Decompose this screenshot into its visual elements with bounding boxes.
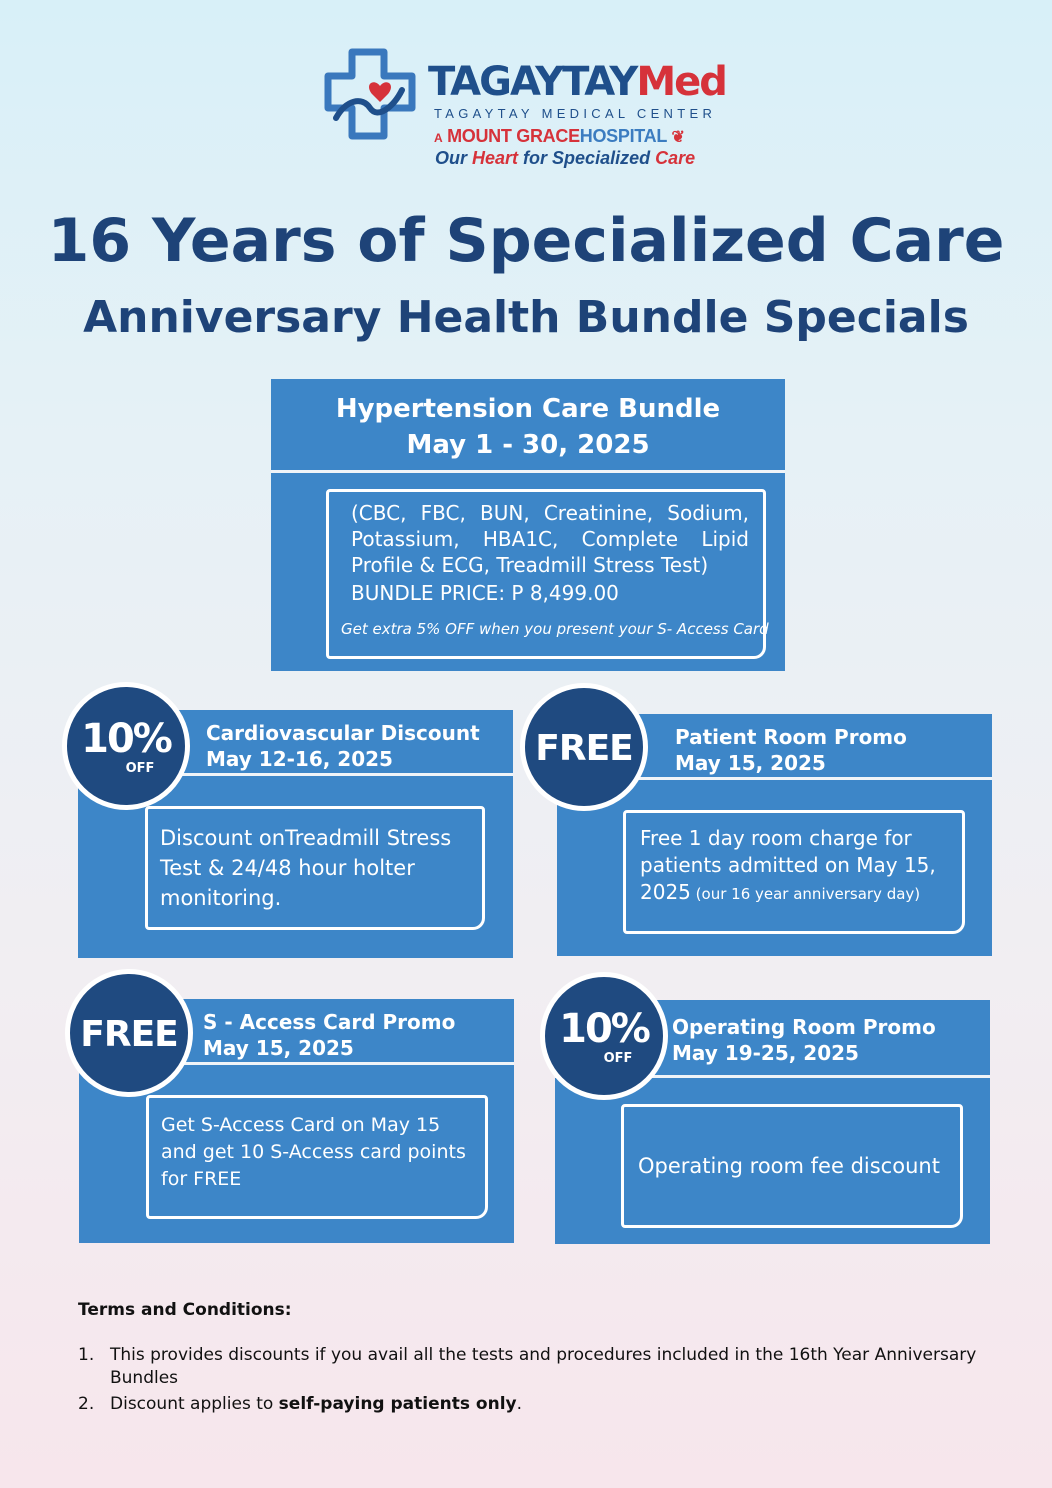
affiliation-blue: HOSPITAL: [579, 126, 667, 146]
terms-item: [78, 1393, 998, 1416]
hypertension-tests-line3: Profile & ECG, Treadmill Stress Test): [351, 553, 709, 577]
tagline-pre: Our: [435, 148, 473, 168]
medical-cross-heart-icon: [322, 46, 418, 142]
discount-badge: [540, 972, 668, 1100]
tagline: [435, 148, 695, 169]
terms-list: [78, 1344, 998, 1416]
terms-section: [78, 1300, 998, 1419]
badge-value: 10%: [559, 1006, 649, 1052]
promo-details: [623, 810, 965, 934]
promo-dates: May 15, 2025: [675, 751, 826, 775]
promo-name: Cardiovascular Discount: [206, 721, 480, 745]
hypertension-bundle-panel: [271, 379, 785, 671]
page-subtitle: Anniversary Health Bundle Specials: [83, 292, 969, 343]
page-title: 16 Years of Specialized Care: [47, 206, 1005, 276]
hypertension-dates: May 1 - 30, 2025: [406, 430, 650, 460]
promo-name: Patient Room Promo: [675, 725, 907, 749]
hospital-logo: [322, 44, 732, 176]
hypertension-tests-line1: (CBC, FBC, BUN, Creatinine, Sodium,: [351, 501, 749, 525]
promo-body: Free 1 day room charge for patients admitted on May 15, 2025: [640, 826, 936, 904]
brand-main: TAGAYTAY: [428, 59, 637, 105]
tagline-care: Care: [655, 148, 696, 168]
brand-name: [428, 59, 726, 105]
free-badge: [520, 683, 648, 811]
badge-off: OFF: [125, 761, 155, 776]
promo-details: Discount onTreadmill Stress Test & 24/48 hour holter monitoring.: [145, 806, 485, 930]
terms-item-text-bold: self-paying patients only: [278, 1394, 517, 1414]
promo-dates: May 15, 2025: [203, 1036, 354, 1060]
terms-item-number: 1.: [78, 1345, 95, 1365]
hypertension-name: Hypertension Care Bundle: [335, 394, 721, 424]
affiliation-red: MOUNT GRACE: [447, 126, 580, 146]
hypertension-tests-line2: Potassium, HBA1C, Complete Lipid: [351, 527, 749, 551]
affiliation-prefix: A: [434, 131, 443, 145]
hypertension-details: [326, 489, 769, 659]
tagline-heart: Heart: [472, 148, 519, 168]
promo-body-note: (our 16 year anniversary day): [690, 885, 921, 903]
maple-leaf-icon: ❦: [671, 129, 685, 146]
terms-item-text: This provides discounts if you avail all the tests and procedures included in the 16th Year Anniversary Bundles: [110, 1345, 977, 1388]
badge-off: OFF: [603, 1051, 633, 1066]
brand-subtitle: TAGAYTAY MEDICAL CENTER: [434, 106, 717, 121]
access-card-note: Get extra 5% OFF when you present your S- Access Card: [341, 620, 769, 638]
promo-details: Get S-Access Card on May 15 and get 10 S-Access card points for FREE: [146, 1095, 488, 1219]
terms-item: [78, 1344, 998, 1390]
free-badge: [65, 969, 193, 1097]
promo-name: S - Access Card Promo: [203, 1010, 456, 1034]
hypertension-header: [271, 379, 785, 473]
bundle-price: BUNDLE PRICE: P 8,499.00: [351, 581, 619, 605]
affiliation: [434, 126, 685, 147]
badge-value: 10%: [81, 716, 171, 762]
terms-item-text-post: .: [516, 1394, 523, 1414]
brand-accent: Med: [636, 59, 726, 105]
badge-value: FREE: [535, 728, 633, 769]
terms-title: Terms and Conditions:: [78, 1300, 292, 1320]
promo-name: Operating Room Promo: [672, 1015, 936, 1039]
discount-badge: [62, 682, 190, 810]
promo-dates: May 19-25, 2025: [672, 1041, 859, 1065]
promo-dates: May 12-16, 2025: [206, 747, 393, 771]
terms-item-text-pre: Discount applies to: [110, 1394, 279, 1414]
terms-item-number: 2.: [78, 1394, 95, 1414]
tagline-mid: for Specialized: [518, 148, 656, 168]
promo-details: Operating room fee discount: [621, 1104, 963, 1228]
badge-value: FREE: [80, 1014, 178, 1055]
